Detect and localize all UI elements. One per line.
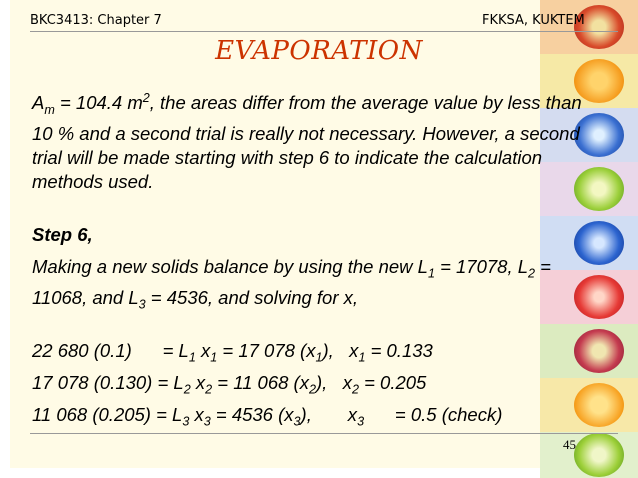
eq-text: x bbox=[190, 372, 206, 393]
eq-text: 17 078 (0.130) = L bbox=[32, 372, 184, 393]
balance-text: = 17078, L bbox=[434, 256, 529, 277]
am-subscript: m bbox=[44, 102, 55, 117]
intro-text: , the areas differ from the average value by less than 10 % and a second trial is really not necessary. However, a second trial will be made starting with step 6 to indicate the calculation methods used. bbox=[32, 92, 582, 192]
eq-text: x bbox=[189, 404, 204, 425]
eq-text: x bbox=[195, 340, 211, 361]
subscript: 2 bbox=[528, 266, 536, 281]
subscript: 2 bbox=[205, 382, 213, 397]
footer-divider bbox=[30, 433, 618, 434]
tile bbox=[540, 324, 638, 378]
balance-text: Making a new solids balance by using the new L bbox=[32, 256, 428, 277]
subscript: 3 bbox=[182, 414, 190, 429]
subscript: 1 bbox=[358, 350, 366, 365]
balance-paragraph bbox=[32, 255, 592, 316]
subscript: 2 bbox=[351, 382, 359, 397]
subscript: 3 bbox=[203, 414, 211, 429]
slide-background bbox=[10, 0, 608, 468]
eq-text: ), x bbox=[315, 372, 352, 393]
subscript: 3 bbox=[293, 414, 301, 429]
tile bbox=[540, 378, 638, 432]
eq-text: 11 068 (0.205) = L bbox=[32, 404, 183, 425]
page-number: 45 bbox=[563, 437, 576, 452]
equation-line-1 bbox=[32, 340, 433, 365]
header-divider bbox=[30, 31, 618, 32]
eq-text: ), x bbox=[322, 340, 359, 361]
lime-slice-icon bbox=[574, 433, 624, 477]
subscript: 3 bbox=[138, 297, 146, 312]
balance-text: = 11068, and L bbox=[32, 256, 551, 308]
subscript: 1 bbox=[427, 266, 435, 281]
eq-text: 22 680 (0.1) = L bbox=[32, 340, 189, 361]
eq-text: = 11 068 (x bbox=[212, 372, 309, 393]
eq-text: = 4536 (x bbox=[210, 404, 294, 425]
tile bbox=[540, 432, 638, 478]
subscript: 1 bbox=[315, 350, 323, 365]
eq-text: ), x bbox=[300, 404, 358, 425]
equation-line-3 bbox=[32, 404, 502, 429]
slide-title: EVAPORATION bbox=[215, 36, 423, 66]
eq-text: = 0.5 (check) bbox=[364, 404, 503, 425]
subscript: 2 bbox=[308, 382, 316, 397]
apple-slice-icon bbox=[574, 329, 624, 373]
eq-text: = 0.133 bbox=[365, 340, 433, 361]
intro-paragraph bbox=[32, 86, 592, 194]
subscript: 2 bbox=[183, 382, 191, 397]
balance-text: = 4536, and solving for x, bbox=[145, 286, 359, 308]
orange-slice-icon bbox=[574, 383, 624, 427]
subscript: 3 bbox=[357, 414, 365, 429]
eq-text: = 17 078 (x bbox=[217, 340, 316, 361]
subscript: 1 bbox=[188, 350, 196, 365]
faculty-label: FKKSA, KUKTEM bbox=[482, 13, 585, 28]
equation-line-2 bbox=[32, 372, 426, 397]
am-symbol: A bbox=[32, 92, 45, 114]
am-superscript: 2 bbox=[142, 91, 150, 105]
course-code: BKC3413: Chapter 7 bbox=[30, 13, 162, 28]
decorative-fruit-strip bbox=[540, 0, 638, 478]
subscript: 1 bbox=[210, 350, 218, 365]
eq-text: = 0.205 bbox=[358, 372, 427, 393]
step-heading: Step 6, bbox=[32, 224, 93, 245]
am-value: = 104.4 m bbox=[54, 92, 143, 114]
